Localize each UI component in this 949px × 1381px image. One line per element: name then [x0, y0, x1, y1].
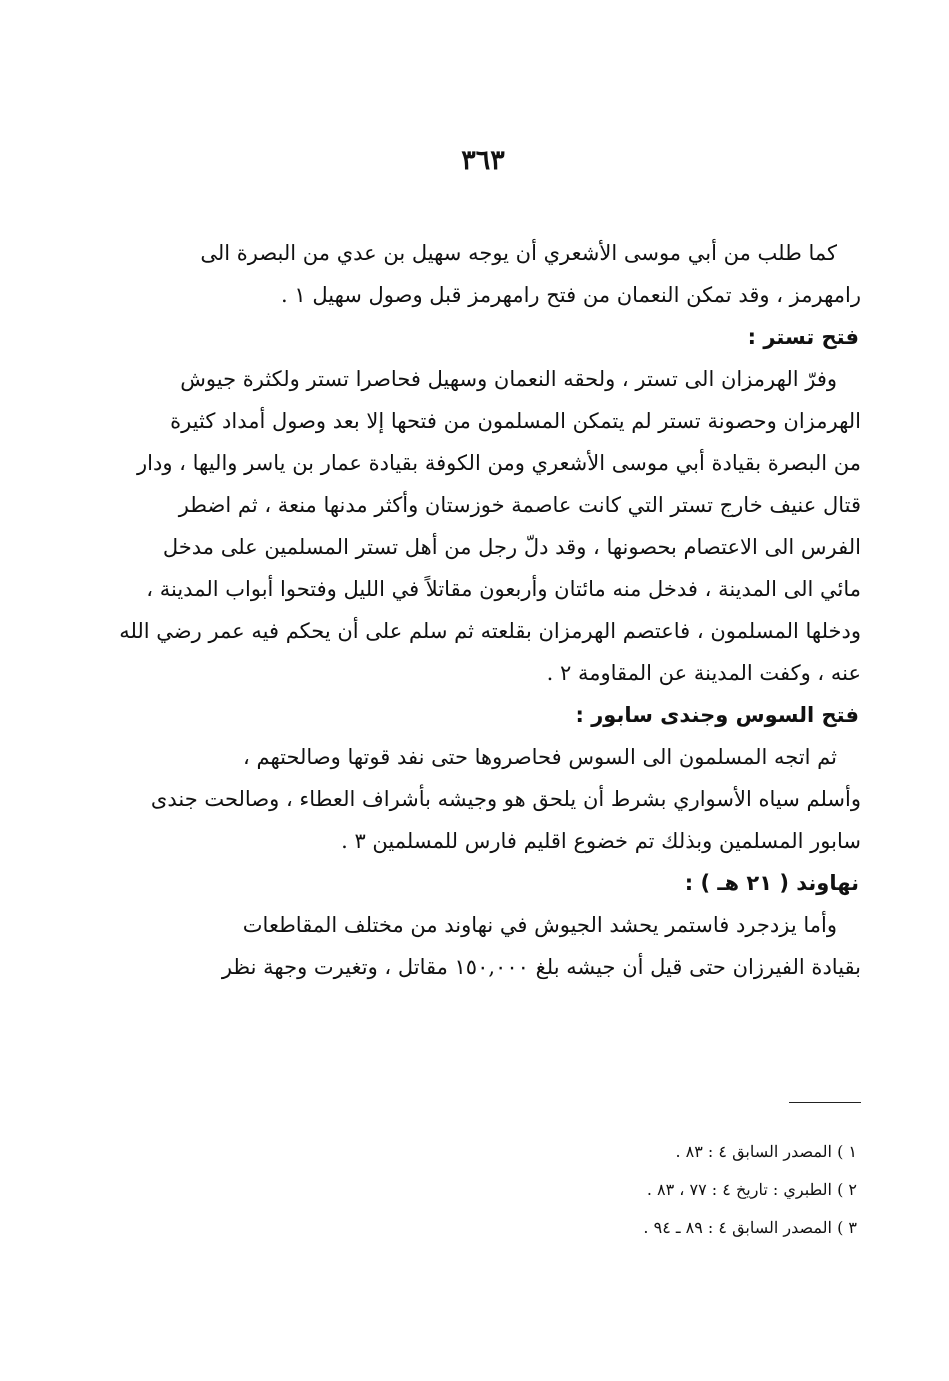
footnote: ٢ ) الطبري : تاريخ ٤ : ٧٧ ، ٨٣ . — [646, 1180, 857, 1199]
footnotes — [105, 1133, 861, 1247]
text-line: وأما يزدجرد فاستمر يحشد الجيوش في نهاوند من مختلف المقاطعات — [242, 913, 837, 937]
section-heading-tustar: فتح تستر : — [747, 325, 859, 349]
text-line: بقيادة الفيرزان حتى قيل أن جيشه بلغ ١٥٠,٠٠٠ مقاتل ، وتغيرت وجهة نظر — [221, 955, 861, 979]
text-line: من البصرة بقيادة أبي موسى الأشعري ومن الكوفة بقيادة عمار بن ياسر واليها ، ودار — [137, 451, 861, 475]
text-line: قتال عنيف خارج تستر التي كانت عاصمة خوزستان وأكثر مدنها منعة ، ثم اضطر — [178, 493, 861, 517]
text-line: ودخلها المسلمون ، فاعتصم الهرمزان بقلعته ثم سلم على أن يحكم فيه عمر رضي الله — [119, 619, 861, 643]
main-text — [105, 232, 861, 988]
paragraph — [105, 358, 861, 694]
paragraph — [105, 904, 861, 988]
text-line: كما طلب من أبي موسى الأشعري أن يوجه سهيل بن عدي من البصرة الى — [200, 241, 837, 265]
footnote-divider — [789, 1102, 861, 1103]
text-line: سابور المسلمين وبذلك تم خضوع اقليم فارس للمسلمين ٣ . — [341, 829, 861, 853]
section-heading-nahavand: نهاوند ( ٢١ هـ ) : — [684, 871, 859, 895]
paragraph — [105, 232, 861, 316]
text-line: ثم اتجه المسلمون الى السوس فحاصروها حتى نفد قوتها وصالحتهم ، — [243, 745, 837, 769]
footnote: ١ ) المصدر السابق ٤ : ٨٣ . — [675, 1142, 857, 1161]
paragraph — [105, 736, 861, 862]
page-number: ٣٦٣ — [461, 145, 505, 176]
text-line: الفرس الى الاعتصام بحصونها ، وقد دلّ رجل من أهل تستر المسلمين على مدخل — [162, 535, 861, 559]
text-line: وفرّ الهرمزان الى تستر ، ولحقه النعمان وسهيل فحاصرا تستر ولكثرة جيوش — [180, 367, 837, 391]
section-heading-sus: فتح السوس وجندى سابور : — [575, 703, 859, 727]
footnote: ٣ ) المصدر السابق ٤ : ٨٩ ـ ٩٤ . — [643, 1218, 857, 1237]
text-line: الهرمزان وحصونة تستر لم يتمكن المسلمون من فتحها إلا بعد وصول أمداد كثيرة — [170, 409, 861, 433]
book-page — [105, 0, 861, 1381]
text-line: رامهرمز ، وقد تمكن النعمان من فتح رامهرمز قبل وصول سهيل ١ . — [281, 283, 861, 307]
text-line: عنه ، وكفت المدينة عن المقاومة ٢ . — [546, 661, 861, 685]
text-line: وأسلم سياه الأسواري بشرط أن يلحق هو وجيشه بأشراف العطاء ، وصالحت جندى — [150, 787, 861, 811]
text-line: مائي الى المدينة ، فدخل منه مائتان وأربعون مقاتلاً في الليل وفتحوا أبواب المدينة ، — [146, 577, 861, 601]
